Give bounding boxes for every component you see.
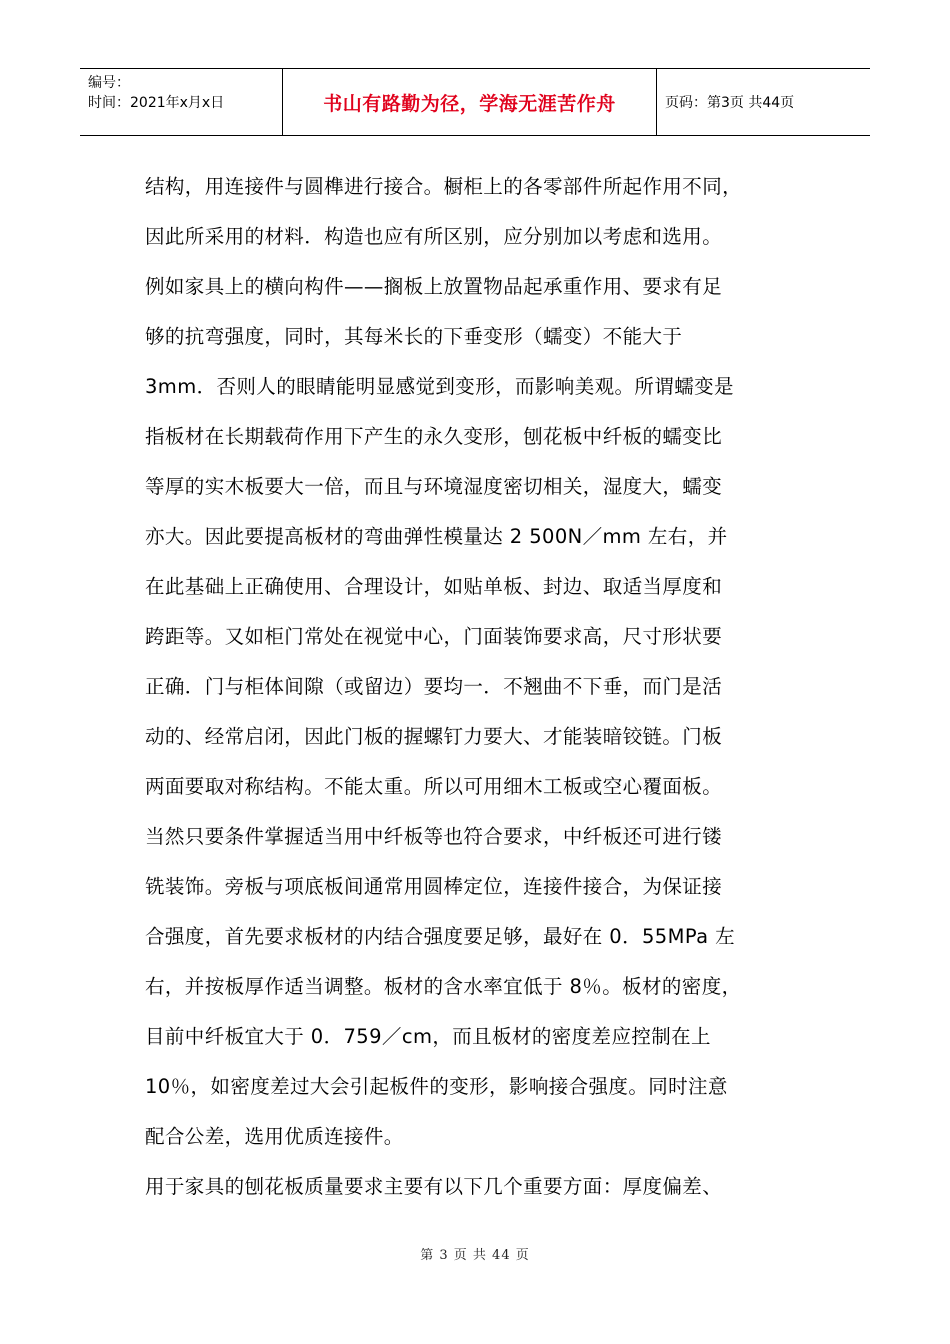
body-line: 指板材在长期载荷作用下产生的永久变形，刨花板中纤板的蠕变比 — [145, 425, 723, 448]
body-line: 跨距等。又如柜门常处在视觉中心，门面装饰要求高，尺寸形状要 — [145, 625, 723, 648]
body-line: 例如家具上的横向构件——搁板上放置物品起承重作用、要求有足 — [145, 275, 723, 298]
body-line: 右，并按板厚作适当调整。板材的含水率宜低于 8％。板材的密度， — [145, 975, 742, 998]
body-line: 铣装饰。旁板与项底板间通常用圆棒定位，连接件接合，为保证接 — [145, 875, 723, 898]
document-body — [145, 162, 825, 1212]
body-line: 当然只要条件掌握适当用中纤板等也符合要求，中纤板还可进行镂 — [145, 825, 723, 848]
body-line: 目前中纤板宜大于 0．759／cm，而且板材的密度差应控制在上 — [145, 1025, 711, 1048]
body-line: 10％，如密度差过大会引起板件的变形，影响接合强度。同时注意 — [145, 1075, 728, 1098]
body-line: 因此所采用的材料．构造也应有所区别，应分别加以考虑和选用。 — [145, 225, 723, 248]
document-time-label: 时间：2021年x月x日 — [88, 95, 225, 111]
header-motto: 书山有路勤为径，学海无涯苦作舟 — [323, 92, 616, 115]
body-line: 等厚的实木板要大一倍，而且与环境湿度密切相关，湿度大，蠕变 — [145, 475, 723, 498]
body-line: 亦大。因此要提高板材的弯曲弹性模量达 2 500N／mm 左右，并 — [145, 525, 728, 548]
body-line: 两面要取对称结构。不能太重。所以可用细木工板或空心覆面板。 — [145, 775, 723, 798]
page-footer: 第 3 页 共 44 页 — [420, 1248, 530, 1263]
body-line: 正确．门与柜体间隙（或留边）要均一．不翘曲不下垂，而门是活 — [145, 675, 723, 698]
body-line: 在此基础上正确使用、合理设计，如贴单板、封边、取适当厚度和 — [145, 575, 723, 598]
body-line: 结构，用连接件与圆榫进行接合。橱柜上的各零部件所起作用不同， — [145, 175, 743, 198]
body-line: 配合公差，选用优质连接件。 — [145, 1125, 404, 1148]
header-meta — [88, 73, 283, 113]
body-line: 合强度，首先要求板材的内结合强度要足够，最好在 0．55MPa 左 — [145, 925, 735, 948]
body-line: 够的抗弯强度，同时，其每米长的下垂变形（蠕变）不能大于 — [145, 325, 683, 348]
page-header — [80, 68, 870, 136]
header-page-info: 页码：第3页 共44页 — [665, 95, 795, 111]
header-divider-right — [656, 69, 657, 135]
body-line: 用于家具的刨花板质量要求主要有以下几个重要方面：厚度偏差、 — [145, 1175, 723, 1198]
body-line: 3mm．否则人的眼睛能明显感觉到变形，而影响美观。所谓蠕变是 — [145, 375, 734, 398]
body-line: 动的、经常启闭，因此门板的握螺钉力要大、才能装暗铰链。门板 — [145, 725, 723, 748]
document-number-label: 编号： — [88, 75, 130, 91]
